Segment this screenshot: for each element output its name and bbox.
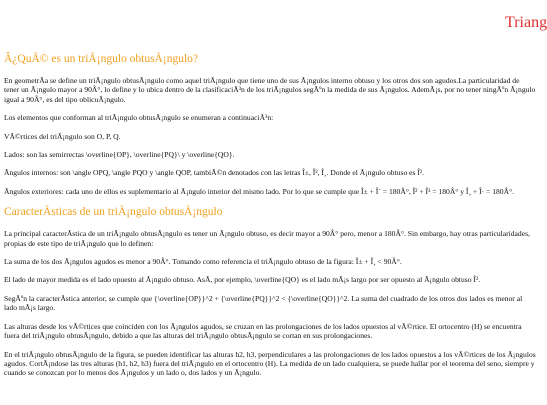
paragraph-definition: En geometrÃa se define un triÃ¡ngulo obtusÃ¡ngulo como aquel triÃ¡ngulo que tiene uno de sus Ã¡ngulos interno obtuso y los otros dos son agudos.La particularidad de tener un Ã¡ngulo mayor a 90Â°, lo define y lo ubica dentro de la clasificaciÃ³n de los triÃ¡ngulos segÃºn la medida de sus Ã¡ngulos. AdemÃ¡s, por no tener ningÃºn Ã¡ngulo igual a 90Â°, es del tipo oblicuÃ¡ngulo.: [4, 76, 536, 104]
paragraph-squares-inequality: SegÃºn la caracterÃstica anterior, se cumple que {\overline{OP}}^2 + {\overline{PQ}}^2 < {\overline{QO}}^2. La suma del cuadrado de los otros dos lados es menor al lado mÃ¡s largo.: [4, 293, 523, 313]
paragraph-main-characteristic: La principal caracterÃstica de un triÃ¡ngulo obtusÃ¡ngulo es tener un Ã¡ngulo obtuso, es decir mayor a 90Â° pero, menor a 180Â°. Sin embargo, hay otras particularidades, propias de este tipo de triÃ¡ngulo que lo definen:: [4, 229, 530, 248]
page-title: Triang: [505, 14, 547, 31]
paragraph-figure-altitudes: En el triÃ¡ngulo obtusÃ¡ngulo de la figura, se pueden identificar las alturas h2, h3, perpendiculares a las prolongaciones de los lados opuestos a los vÃ©rtices de los Ã¡ngulos agudos. CortÃ¡ndose las tres alturas (h1, h2, h3) fuera del triÃ¡ngulo en el ortocentro (H). La medida de un lado cualquiera, se puede hallar por el teorema del seno, siempre y cuando se conozcan por lo menos dos Ã¡ngulos y un lado o, dos lados y un Ã¡ngulo.: [4, 349, 536, 378]
paragraph-internal-angles: Ãngulos internos: son \angle OPQ, \angle PQO y \angle QOP, tambiÃ©n denotados con las letras Î±, Î², Î¸. Donde el Ã¡ngulo obtuso es Î².: [4, 168, 425, 178]
paragraph-altitudes: Las alturas desde los vÃ©rtices que coinciden con los Ã¡ngulos agudos, se cruzan en las prolongaciones de los lados opuestos al vÃ©rtice. El ortocentro (H) se encuentra fuera del triÃ¡ngulo obtusÃ¡ngulo, debido a que las alturas del triÃ¡ngulo obtusÃ¡ngulo se cortan en sus prolongaciones.: [4, 321, 522, 341]
paragraph-sides: Lados: son las semirrectas \overline{OP}, \overline{PQ}\ y \overline{QO}.: [4, 150, 235, 160]
paragraph-acute-sum: La suma de los dos Ã¡ngulos agudos es menor a 90Â°. Tomando como referencia el triÃ¡ngulo obtuso de la figura: Î± + Î¸ < 90Â°.: [4, 257, 402, 267]
section-heading-what-is: Â¿QuÃ© es un triÃ¡ngulo obtusÃ¡ngulo?: [4, 53, 198, 65]
paragraph-elements-intro: Los elementos que conforman al triÃ¡ngulo obtusÃ¡ngulo se enumeran a continuaciÃ³n:: [4, 113, 274, 123]
paragraph-external-angles: Ãngulos exteriores: cada uno de ellos es suplementario al Ã¡ngulo interior del mismo lado. Por lo que se cumple que Î± + Î´ = 180Â°, Î² + Î³ = 180Â° y Î¸ + Î· = 180Â°.: [4, 186, 515, 196]
paragraph-longest-side: El lado de mayor medida es el lado opuesto al Ã¡ngulo obtuso. AsÃ, por ejemplo, \overline{QO} es el lado mÃ¡s largo por ser opuesto al Ã¡ngulo obtuso Î².: [4, 275, 481, 285]
article-body: [4, 52, 536, 387]
section-heading-characteristics: CaracterÃsticas de un triÃ¡ngulo obtusÃ¡ngulo: [4, 206, 223, 219]
paragraph-vertices: VÃ©rtices del triÃ¡ngulo son O, P, Q.: [4, 131, 121, 141]
